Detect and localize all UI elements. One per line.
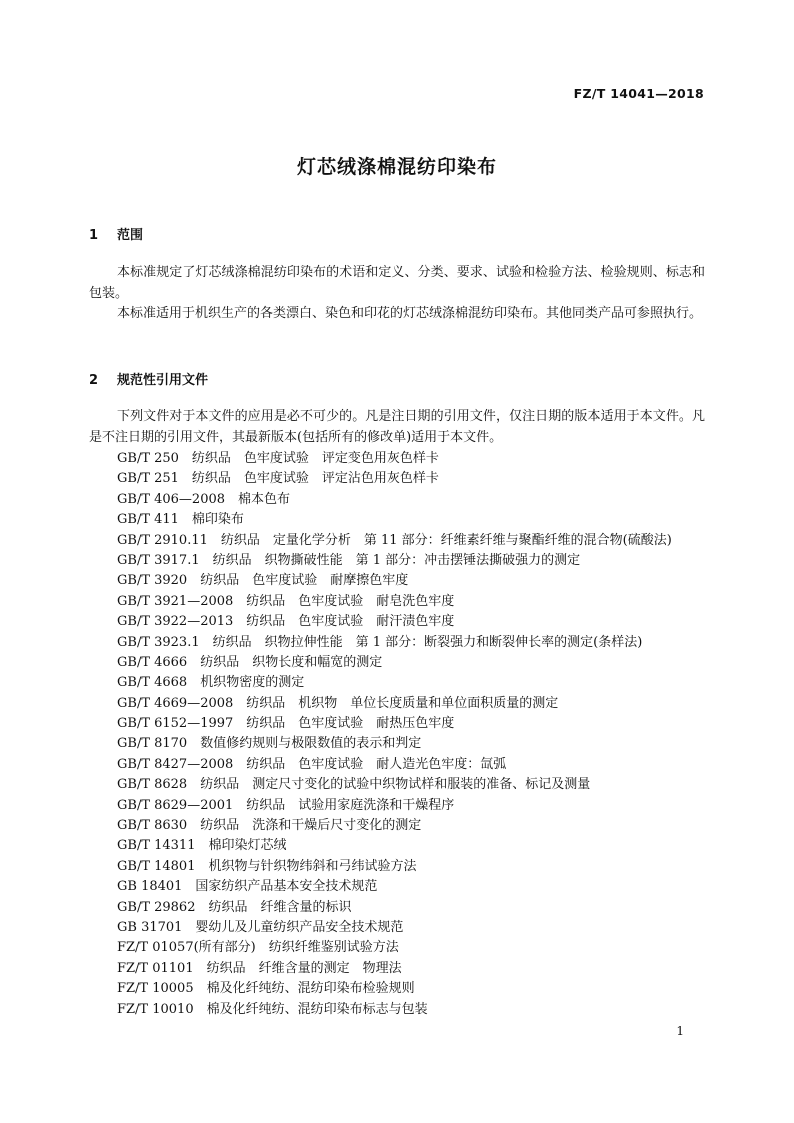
reference-item: GB/T 406—2008 棉本色布 <box>117 491 291 507</box>
reference-item: GB/T 8628 纺织品 测定尺寸变化的试验中织物试样和服装的准备、标记及测量 <box>117 777 591 793</box>
reference-item: GB/T 8629—2001 纺织品 试验用家庭洗涤和干燥程序 <box>117 797 455 813</box>
reference-item: GB/T 29862 纺织品 纤维含量的标识 <box>117 899 352 915</box>
reference-item: GB 18401 国家纺织产品基本安全技术规范 <box>117 879 378 895</box>
page-number: 1 <box>676 1024 684 1038</box>
reference-item: GB/T 6152—1997 纺织品 色牢度试验 耐热压色牢度 <box>117 716 455 732</box>
scope-paragraph-1: 本标准规定了灯芯绒涤棉混纺印染布的术语和定义、分类、要求、试验和检验方法、检验规则、标志和包装。 <box>89 265 705 301</box>
section-title: 范围 <box>117 228 144 243</box>
reference-item: GB/T 2910.11 纺织品 定量化学分析 第 11 部分：纤维素纤维与聚酯纤维的混合物(硫酸法) <box>117 532 672 548</box>
reference-item: GB/T 14801 机织物与针织物纬斜和弓纬试验方法 <box>117 858 417 874</box>
reference-item: GB/T 4669—2008 纺织品 机织物 单位长度质量和单位面积质量的测定 <box>117 695 559 711</box>
section-number: 1 <box>89 228 99 243</box>
reference-list <box>117 449 672 1020</box>
reference-item: GB/T 3920 纺织品 色牢度试验 耐摩擦色牢度 <box>117 573 409 589</box>
section-heading-normative-references <box>89 369 208 388</box>
references-intro-paragraph: 下列文件对于本文件的应用是必不可少的。凡是注日期的引用文件，仅注日期的版本适用于本文件。凡是不注日期的引用文件，其最新版本(包括所有的修改单)适用于本文件。 <box>89 409 705 445</box>
reference-item: FZ/T 01101 纺织品 纤维含量的测定 物理法 <box>117 960 402 976</box>
reference-item: GB/T 8427—2008 纺织品 色牢度试验 耐人造光色牢度：氙弧 <box>117 756 507 772</box>
section-title: 规范性引用文件 <box>117 373 209 388</box>
reference-item: GB/T 3917.1 纺织品 织物撕破性能 第 1 部分：冲击摆锤法撕破强力的测定 <box>117 552 581 568</box>
reference-item: GB/T 3921—2008 纺织品 色牢度试验 耐皂洗色牢度 <box>117 593 455 609</box>
reference-item: GB/T 14311 棉印染灯芯绒 <box>117 838 287 854</box>
reference-item: GB/T 8630 纺织品 洗涤和干燥后尺寸变化的测定 <box>117 818 422 834</box>
reference-item: FZ/T 10005 棉及化纤纯纺、混纺印染布检验规则 <box>117 981 415 997</box>
reference-item: FZ/T 10010 棉及化纤纯纺、混纺印染布标志与包装 <box>117 1001 428 1017</box>
reference-item: GB/T 250 纺织品 色牢度试验 评定变色用灰色样卡 <box>117 451 439 466</box>
section-number: 2 <box>89 373 99 388</box>
reference-item: GB/T 3922—2013 纺织品 色牢度试验 耐汗渍色牢度 <box>117 614 455 630</box>
reference-item: GB/T 4666 纺织品 织物长度和幅宽的测定 <box>117 654 383 670</box>
reference-item: GB 31701 婴幼儿及儿童纺织产品安全技术规范 <box>117 919 404 935</box>
reference-item: GB/T 3923.1 纺织品 织物拉伸性能 第 1 部分：断裂强力和断裂伸长率的测定(条样法) <box>117 634 643 650</box>
scope-paragraph-2: 本标准适用于机织生产的各类漂白、染色和印花的灯芯绒涤棉混纺印染布。其他同类产品可参照执行。 <box>117 306 703 321</box>
standard-number: FZ/T 14041—2018 <box>573 86 704 101</box>
reference-item: GB/T 4668 机织物密度的测定 <box>117 675 305 691</box>
reference-item: GB/T 411 棉印染布 <box>117 512 244 528</box>
document-title: 灯芯绒涤棉混纺印染布 <box>296 156 497 178</box>
reference-item: GB/T 251 纺织品 色牢度试验 评定沾色用灰色样卡 <box>117 471 439 487</box>
section-heading-scope <box>89 224 143 243</box>
reference-item: GB/T 8170 数值修约规则与极限数值的表示和判定 <box>117 736 422 752</box>
reference-item: FZ/T 01057(所有部分) 纺织纤维鉴别试验方法 <box>117 940 399 956</box>
